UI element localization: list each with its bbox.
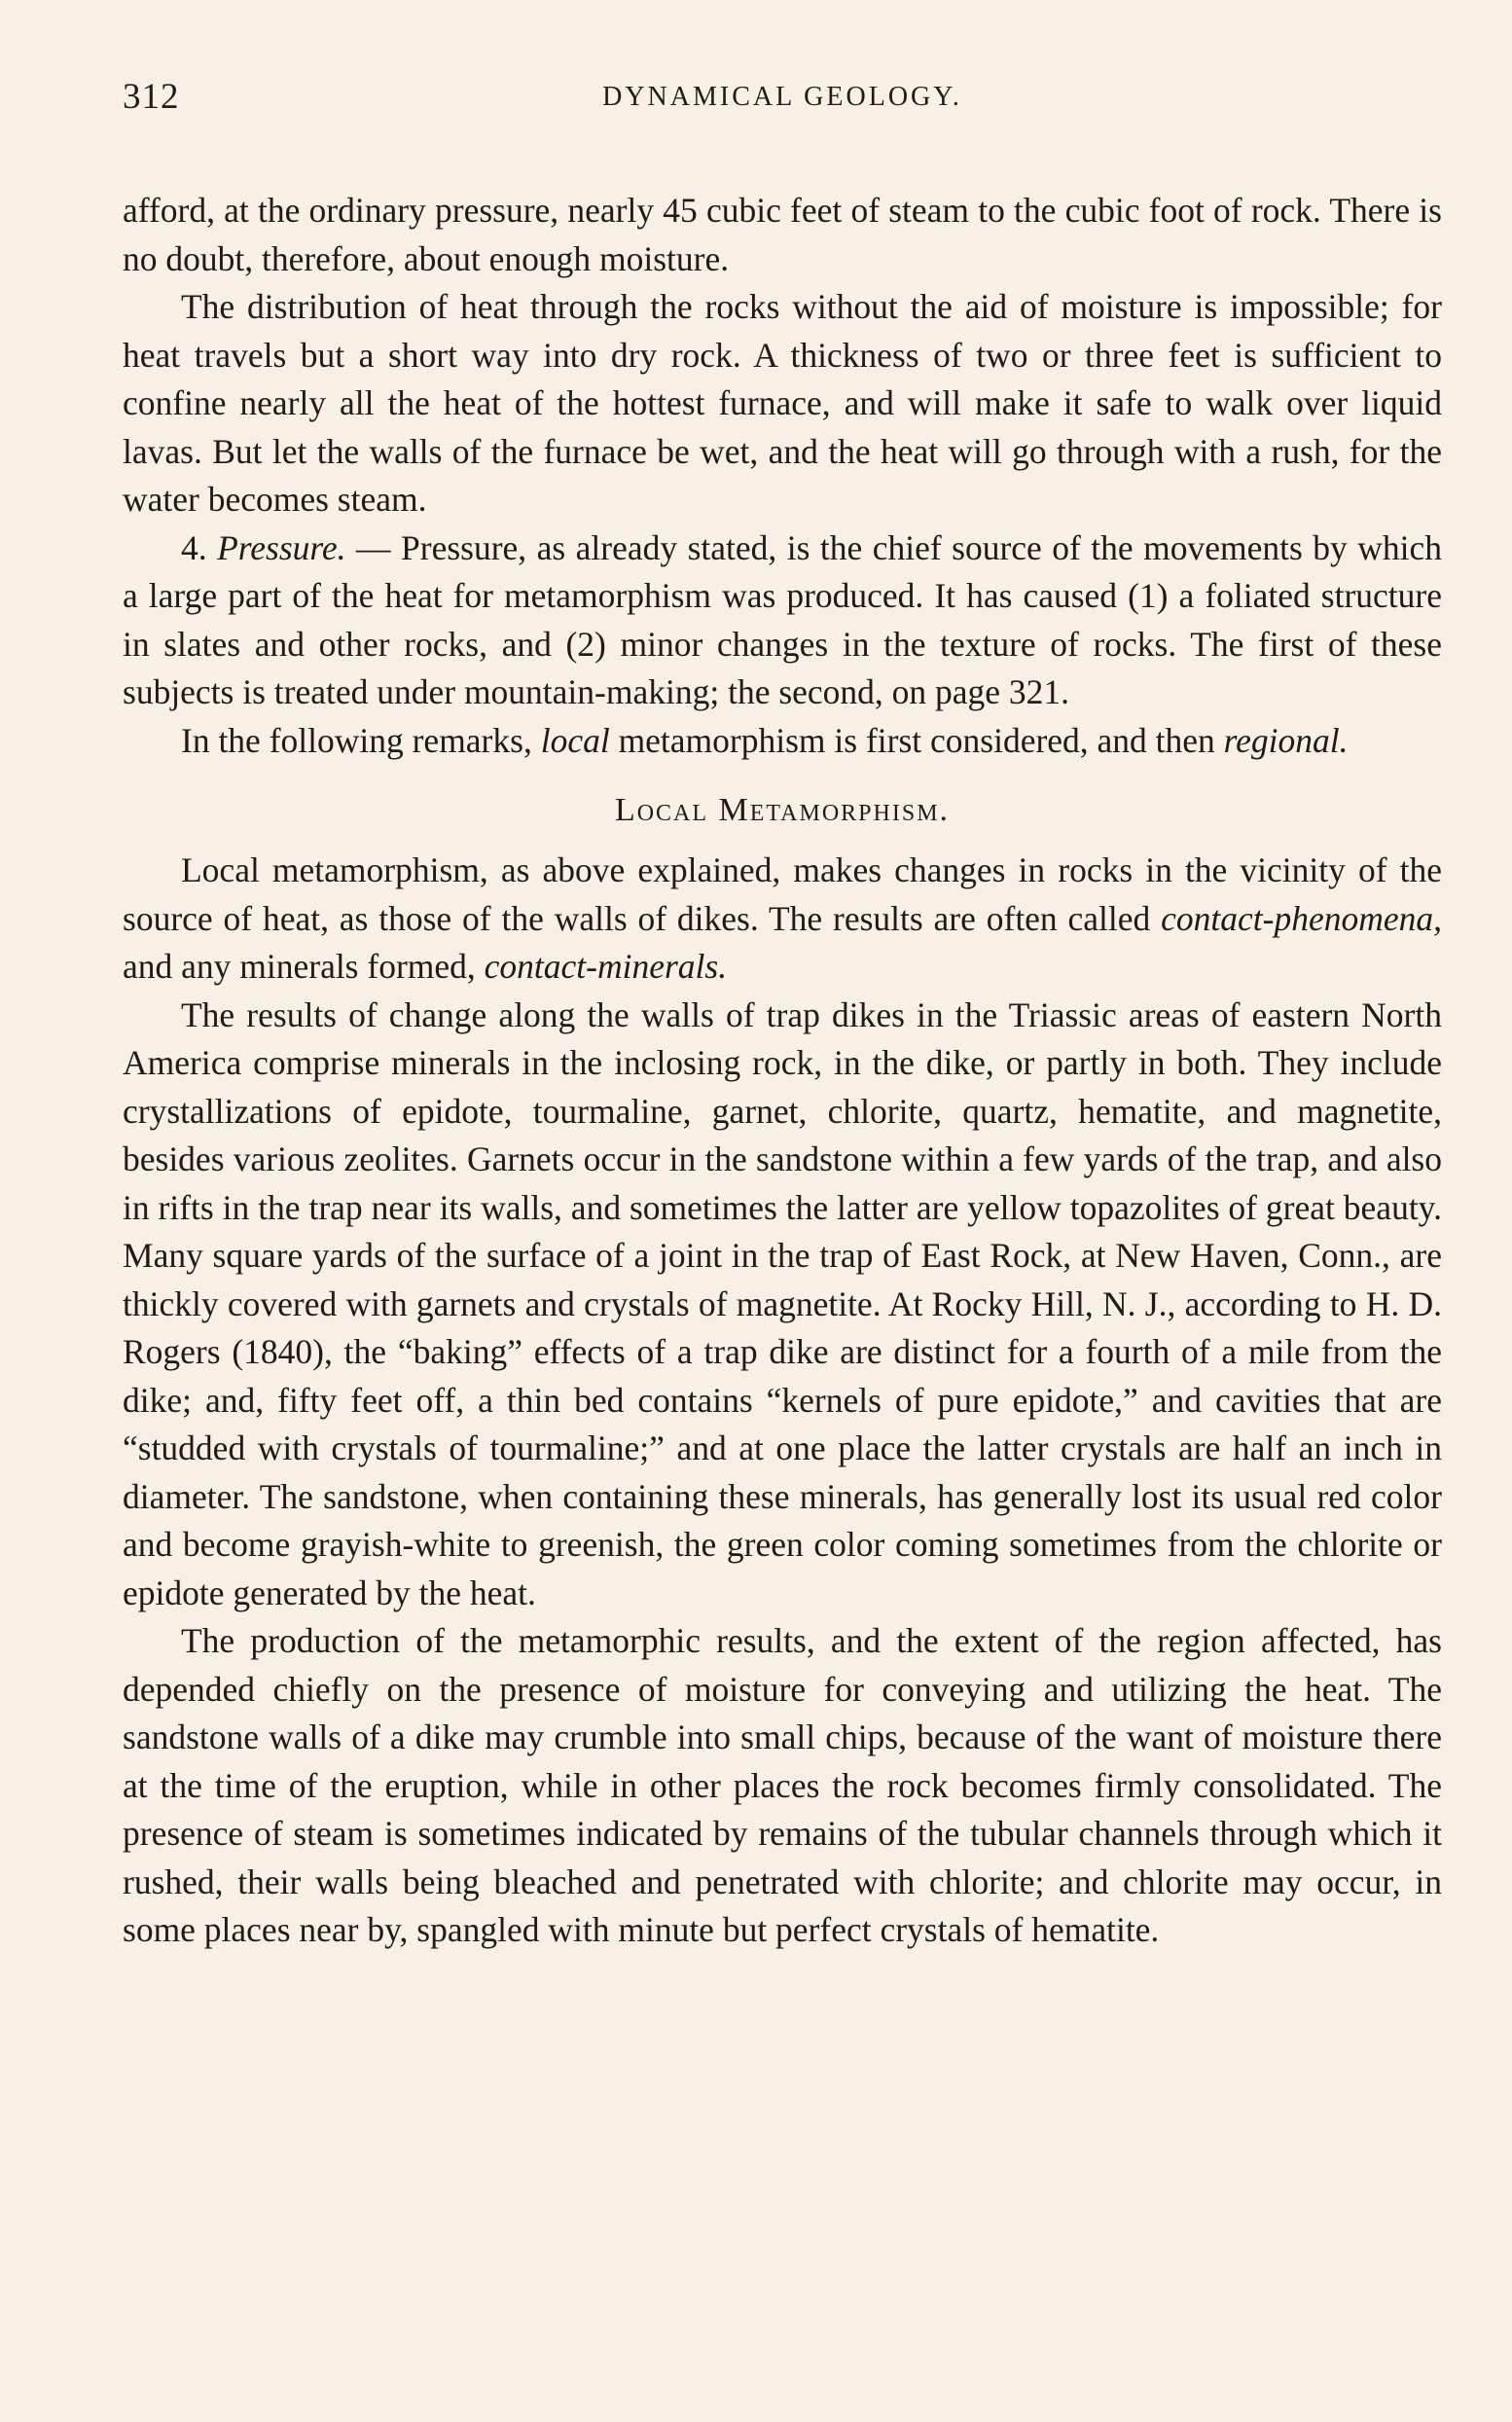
- paragraph-3-number: 4.: [181, 527, 207, 567]
- paragraph-1: [123, 187, 1442, 283]
- local-term: local: [540, 720, 610, 760]
- paragraph-1-text: afford, at the ordinary pressure, nearly 45 cubic feet of steam to the cubic foot of rock. There is no doubt, therefore, about enough moisture.: [123, 191, 1442, 278]
- contact-minerals-term: contact-minerals.: [484, 947, 728, 986]
- paragraph-7: [123, 1617, 1442, 1955]
- paragraph-6: [123, 992, 1442, 1618]
- paragraph-4: [123, 717, 1442, 766]
- running-title: DYNAMICAL GEOLOGY.: [602, 82, 962, 112]
- pressure-term: Pressure.: [217, 527, 346, 567]
- paragraph-5-part-b: and any minerals formed,: [123, 947, 485, 986]
- paragraph-6-text: The results of change along the walls of trap dikes in the Triassic areas of eastern North America comprise minerals in the inclosing rock, in the dike, or partly in both. They include crystallizations of epidote, tourmaline, garnet, chlorite, quartz, hematite, and magnetite, besides various zeolites. Garnets occur in the sandstone within a few yards of the trap, and also in rifts in the trap near its walls, and sometimes the latter are yellow topazolites of great beauty. Many square yards of the surface of a joint in the trap of East Rock, at New Haven, Conn., are thickly covered with garnets and crystals of magnetite. At Rocky Hill, N. J., according to H. D. Rogers (1840), the “baking” effects of a trap dike are distinct for a fourth of a mile from the dike; and, fifty feet off, a thin bed contains “kernels of pure epidote,” and cavities that are “studded with crystals of tourmaline;” and at one place the latter crystals are half an inch in diameter. The sandstone, when containing these minerals, has generally lost its usual red color and become grayish-white to greenish, the green color coming sometimes from the chlorite or epidote generated by the heat.: [123, 994, 1442, 1612]
- paragraph-2-text: The distribution of heat through the rocks without the aid of moisture is impossible; for heat travels but a short way into dry rock. A thickness of two or three feet is sufficient to confine nearly all the heat of the hottest furnace, and will make it safe to walk over liquid lavas. But let the walls of the furnace be wet, and the heat will go through with a rush, for the water becomes steam.: [123, 287, 1442, 519]
- running-head: [123, 76, 1442, 130]
- paragraph-4-part-b: metamorphism is first considered, and then: [609, 720, 1224, 760]
- paragraph-4-part-a: In the following remarks,: [181, 720, 541, 760]
- paragraph-5: [123, 847, 1442, 992]
- contact-phenomena-term: contact-phenomena,: [1161, 898, 1442, 938]
- paragraph-3: [123, 524, 1442, 717]
- paragraph-7-text: The production of the metamorphic results, and the extent of the region affected, has depended chiefly on the presence of moisture for conveying and utilizing the heat. The sandstone walls of a dike may crumble into small chips, because of the want of moisture there at the time of the eruption, while in other places the rock becomes firmly consolidated. The presence of steam is sometimes indicated by remains of the tubular channels through which it rushed, their walls being bleached and penetrated with chlorite; and chlorite may occur, in some places near by, spangled with minute but perfect crystals of hematite.: [123, 1621, 1442, 1949]
- paragraph-5-part-a: Local metamorphism, as above explained, makes changes in rocks in the vicinity of the source of heat, as those of the walls of dikes. The results are often called: [123, 850, 1442, 938]
- regional-term: regional.: [1223, 720, 1349, 760]
- page-number: 312: [123, 77, 180, 117]
- paragraph-3-text: — Pressure, as already stated, is the chief source of the movements by which a large part of the heat for metamorphism was produced. It has caused (1) a foliated structure in slates and other rocks, and (2) minor changes in the texture of rocks. The first of these subjects is treated under mountain-making; the second, on page 321.: [123, 527, 1443, 711]
- body-text: [123, 187, 1442, 1955]
- paragraph-2: [123, 283, 1442, 524]
- section-heading: Local Metamorphism.: [614, 792, 951, 828]
